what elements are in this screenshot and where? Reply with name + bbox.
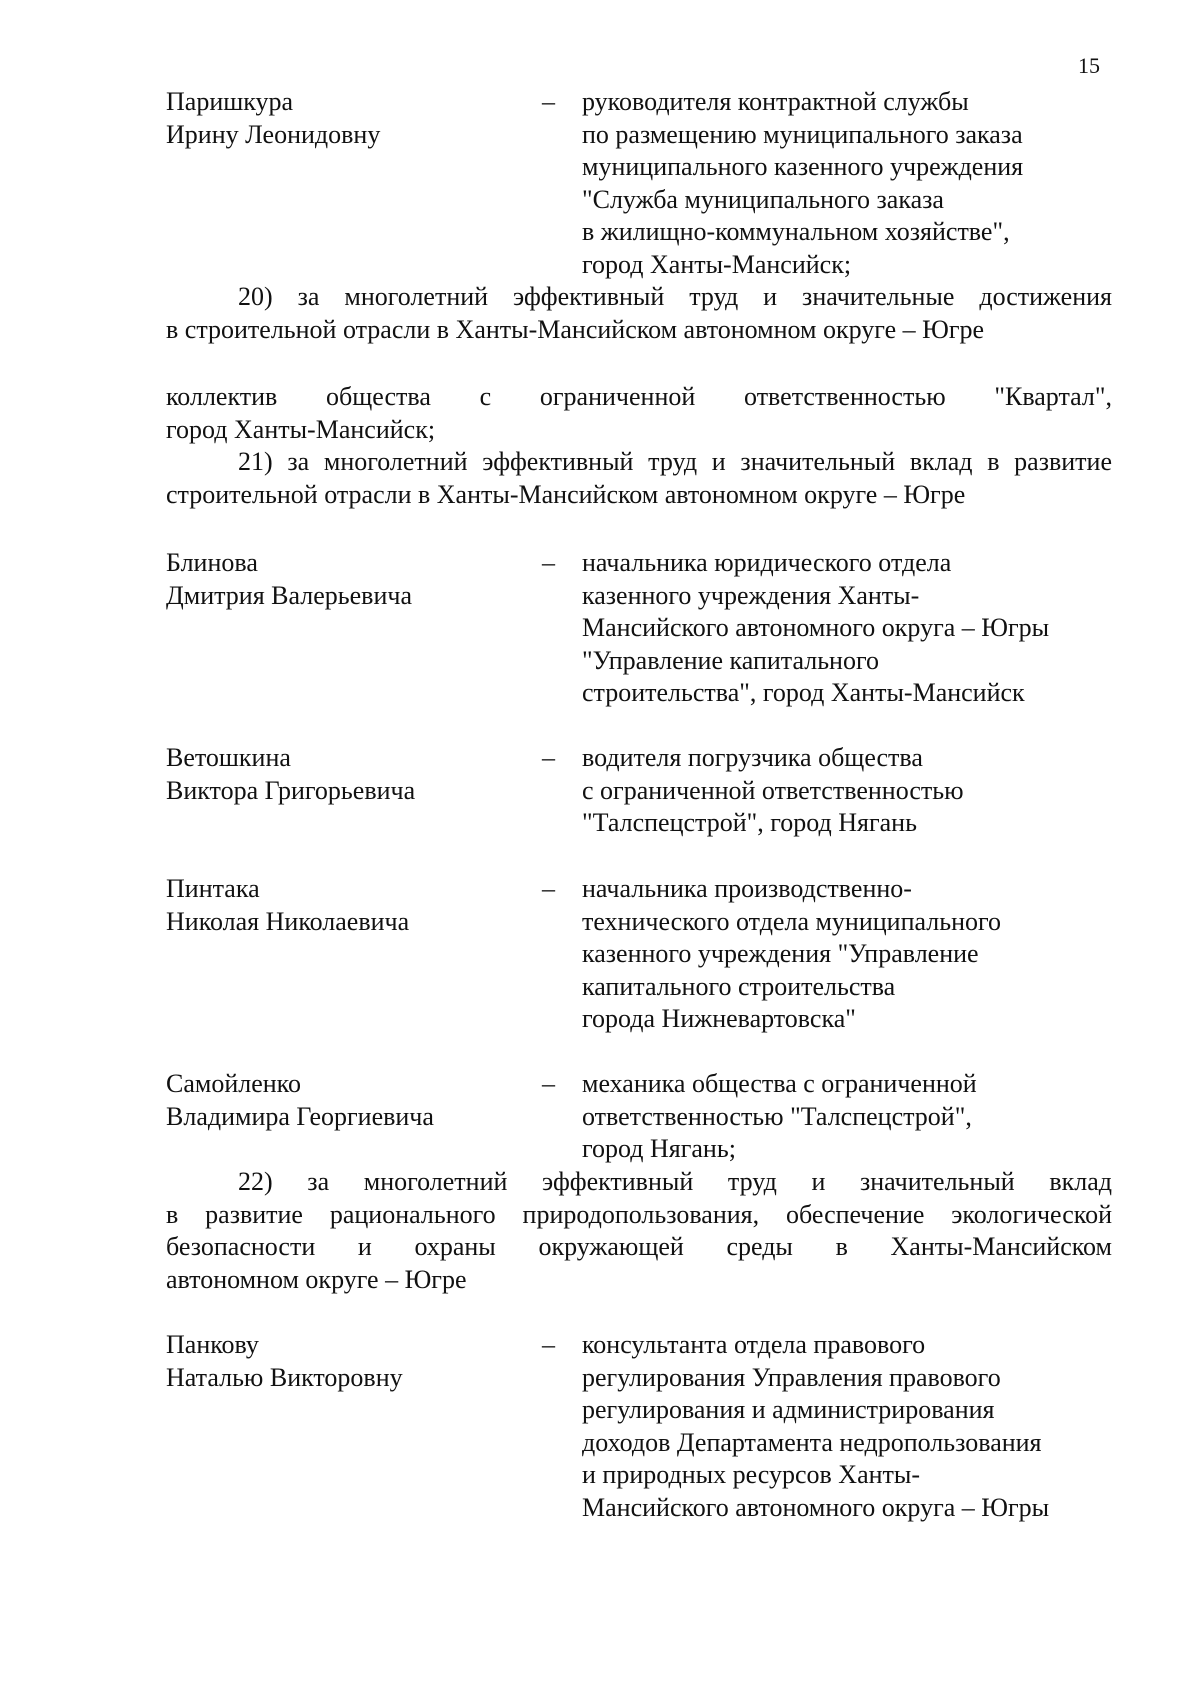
name-line: Паришкура [166, 87, 294, 116]
dash-separator: – [542, 87, 555, 116]
desc-line: города Нижневартовска" [582, 1004, 856, 1033]
name-line: Виктора Григорьевича [166, 775, 416, 805]
desc-line: и природных ресурсов Ханты- [582, 1460, 921, 1489]
desc-line: город Нягань; [582, 1134, 736, 1163]
desc-line: казенного учреждения "Управление [582, 939, 979, 968]
name-line: Ирину Леонидовну [166, 119, 381, 149]
paragraph-line: 20) за многолетний эффективный труд и значительные достижения [238, 282, 1112, 311]
paragraph-line: 22) за многолетний эффективный труд и значительный вклад [238, 1167, 1112, 1196]
paragraph-line: в строительной отрасли в Ханты-Мансийском автономном округе – Югре [166, 314, 985, 344]
desc-line: город Ханты-Мансийск; [582, 249, 852, 279]
award-paragraph [166, 281, 1112, 346]
paragraph-line: автономном округе – Югре [166, 1264, 467, 1294]
person-name [166, 1068, 526, 1133]
dash-separator: – [542, 1330, 555, 1359]
name-line: Ветошкина [166, 743, 291, 772]
dash-separator: – [542, 1069, 555, 1098]
desc-line: в жилищно-коммунальном хозяйстве", [582, 217, 1010, 246]
paragraph-line: коллектив общества с ограниченной ответственностью "Квартал", [166, 382, 1112, 411]
position-description [582, 1329, 1102, 1524]
award-entry [166, 547, 1112, 707]
desc-line: доходов Департамента недропользования [582, 1427, 1042, 1457]
desc-line: механика общества с ограниченной [582, 1069, 977, 1098]
award-paragraph [166, 446, 1112, 511]
desc-line: ответственностью "Талспецстрой", [582, 1101, 972, 1131]
desc-line: казенного учреждения Ханты- [582, 580, 920, 610]
desc-line: муниципального казенного учреждения [582, 152, 1024, 181]
desc-line: начальника юридического отдела [582, 548, 952, 577]
person-name [166, 547, 526, 612]
paragraph-line: в развитие рационального природопользования, обеспечение экологической [166, 1199, 1112, 1229]
award-entry [166, 742, 1112, 837]
position-description [582, 1068, 1102, 1166]
name-line: Блинова [166, 548, 258, 577]
name-line: Наталью Викторовну [166, 1362, 403, 1392]
award-paragraph [166, 1166, 1112, 1296]
desc-line: Мансийского автономного округа – Югры [582, 1492, 1050, 1522]
award-entry [166, 86, 1112, 279]
position-description [582, 873, 1102, 1036]
desc-line: "Управление капитального [582, 645, 879, 675]
person-name [166, 1329, 526, 1394]
desc-line: Мансийского автономного округа – Югры [582, 613, 1050, 642]
award-entry [166, 1329, 1112, 1522]
award-entry [166, 1068, 1112, 1163]
name-line: Владимира Георгиевича [166, 1101, 434, 1131]
name-line: Николая Николаевича [166, 906, 410, 936]
paragraph-line: строительной отрасли в Ханты-Мансийском автономном округе – Югре [166, 479, 966, 509]
name-line: Панкову [166, 1330, 259, 1359]
position-description [582, 547, 1102, 710]
desc-line: консультанта отдела правового [582, 1330, 926, 1359]
position-description [582, 742, 1102, 840]
desc-line: водителя погрузчика общества [582, 743, 923, 772]
desc-line: строительства", город Ханты-Мансийск [582, 678, 1025, 707]
name-line: Пинтака [166, 874, 260, 903]
desc-line: регулирования и администрирования [582, 1395, 995, 1424]
desc-line: капитального строительства [582, 971, 896, 1001]
paragraph-line: 21) за многолетний эффективный труд и значительный вклад в развитие [238, 447, 1112, 476]
position-description [582, 86, 1102, 281]
person-name [166, 873, 526, 938]
desc-line: технического отдела муниципального [582, 906, 1002, 936]
desc-line: "Талспецстрой", город Нягань [582, 808, 917, 837]
name-line: Самойленко [166, 1069, 301, 1098]
desc-line: с ограниченной ответственностью [582, 775, 964, 805]
award-entry [166, 873, 1112, 1033]
dash-separator: – [542, 874, 555, 903]
person-name [166, 742, 526, 807]
paragraph-line: безопасности и охраны окружающей среды в Ханты-Мансийском [166, 1232, 1112, 1261]
award-collective [166, 381, 1112, 446]
name-line: Дмитрия Валерьевича [166, 580, 412, 610]
dash-separator: – [542, 743, 555, 772]
desc-line: руководителя контрактной службы [582, 87, 969, 116]
dash-separator: – [542, 548, 555, 577]
desc-line: по размещению муниципального заказа [582, 119, 1023, 149]
paragraph-line: город Ханты-Мансийск; [166, 414, 436, 444]
desc-line: регулирования Управления правового [582, 1362, 1001, 1392]
page-number: 15 [1078, 53, 1100, 78]
person-name [166, 86, 526, 151]
desc-line: начальника производственно- [582, 874, 912, 903]
desc-line: "Служба муниципального заказа [582, 184, 944, 214]
